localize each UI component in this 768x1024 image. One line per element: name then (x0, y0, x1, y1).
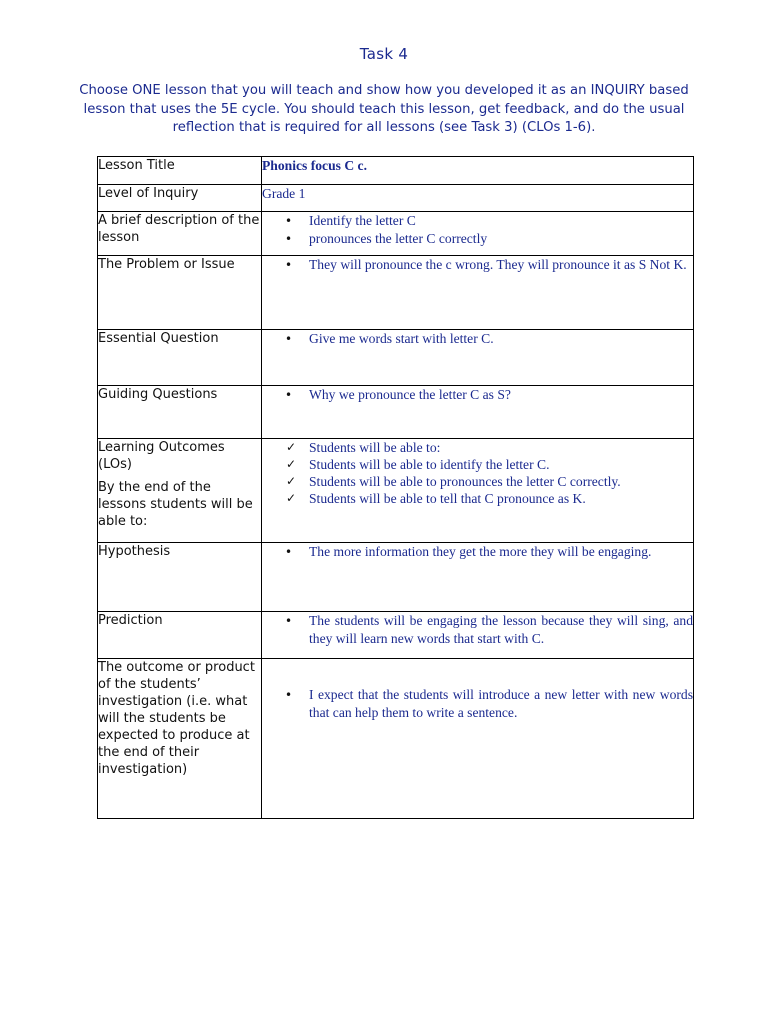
check-icon: ✓ (286, 474, 297, 488)
list-item: • The more information they get the more they will be engaging. (285, 544, 652, 559)
list-item: • Give me words start with letter C. (285, 331, 494, 346)
list-item: • They will pronounce the c wrong. They will pronounce it as S Not K. (285, 257, 687, 272)
table-row (98, 157, 694, 185)
check-icon: ✓ (286, 440, 297, 454)
row-label: Hypothesis (98, 543, 262, 612)
row-label: Level of Inquiry (98, 185, 262, 212)
table-row (98, 330, 694, 386)
row-label: A brief description of the lesson (98, 212, 262, 256)
bullet-icon: • (285, 332, 293, 346)
bullet-icon: • (285, 545, 293, 559)
row-label: Lesson Title (98, 157, 262, 185)
list-item: • The students will be engaging the lesson because they will sing, and they will learn new words that start with C. (285, 613, 693, 646)
list-item: • Why we pronounce the letter C as S? (285, 387, 511, 402)
learning-outcomes-value (262, 439, 694, 543)
bullet-icon: • (285, 688, 293, 702)
list-item: ✓ Students will be able to pronounces the letter C correctly. (286, 474, 621, 489)
list-item: ✓ Students will be able to: (286, 440, 441, 455)
row-label: Essential Question (98, 330, 262, 386)
row-label: Guiding Questions (98, 386, 262, 439)
problem-value (262, 256, 694, 330)
check-icon: ✓ (286, 491, 297, 505)
guiding-questions-value (262, 386, 694, 439)
row-label: The outcome or product of the students’ investigation (i.e. what will the students be expected to produce at the end of their investigation) (98, 659, 262, 819)
check-icon: ✓ (286, 457, 297, 471)
table-row (98, 543, 694, 612)
bullet-icon: • (285, 232, 293, 246)
list-item: • I expect that the students will introduce a new letter with new words that can help them to write a sentence. (285, 687, 693, 720)
table-row (98, 256, 694, 330)
table-row (98, 659, 694, 819)
list-item: • Identify the letter C (285, 213, 416, 228)
outcome-product-value (262, 659, 694, 819)
row-label: Prediction (98, 612, 262, 659)
hypothesis-value (262, 543, 694, 612)
lesson-title-value: Phonics focus C c. (262, 157, 694, 185)
table-row (98, 386, 694, 439)
table-row (98, 439, 694, 543)
list-item: ✓ Students will be able to tell that C pronounce as K. (286, 491, 586, 506)
bullet-icon: • (285, 614, 293, 628)
task-instructions: Choose ONE lesson that you will teach and show how you developed it as an INQUIRY based lesson that uses the 5E cycle. You should teach this lesson, get feedback, and do the usual reflection that is required for all lessons (see Task 3) (CLOs 1-6). (79, 83, 689, 135)
bullet-icon: • (285, 214, 293, 228)
row-label: Learning Outcomes (LOs) By the end of the lessons students will be able to: (98, 439, 262, 543)
level-value: Grade 1 (262, 185, 694, 212)
table-row (98, 185, 694, 212)
prediction-value (262, 612, 694, 659)
lesson-plan-table (97, 156, 694, 819)
bullet-icon: • (285, 258, 293, 272)
table-row (98, 212, 694, 256)
bullet-icon: • (285, 388, 293, 402)
table-row (98, 612, 694, 659)
list-item: ✓ Students will be able to identify the letter C. (286, 457, 550, 472)
row-label: The Problem or Issue (98, 256, 262, 330)
list-item: • pronounces the letter C correctly (285, 231, 488, 246)
essential-question-value (262, 330, 694, 386)
description-value (262, 212, 694, 256)
page-title: Task 4 (359, 45, 409, 63)
